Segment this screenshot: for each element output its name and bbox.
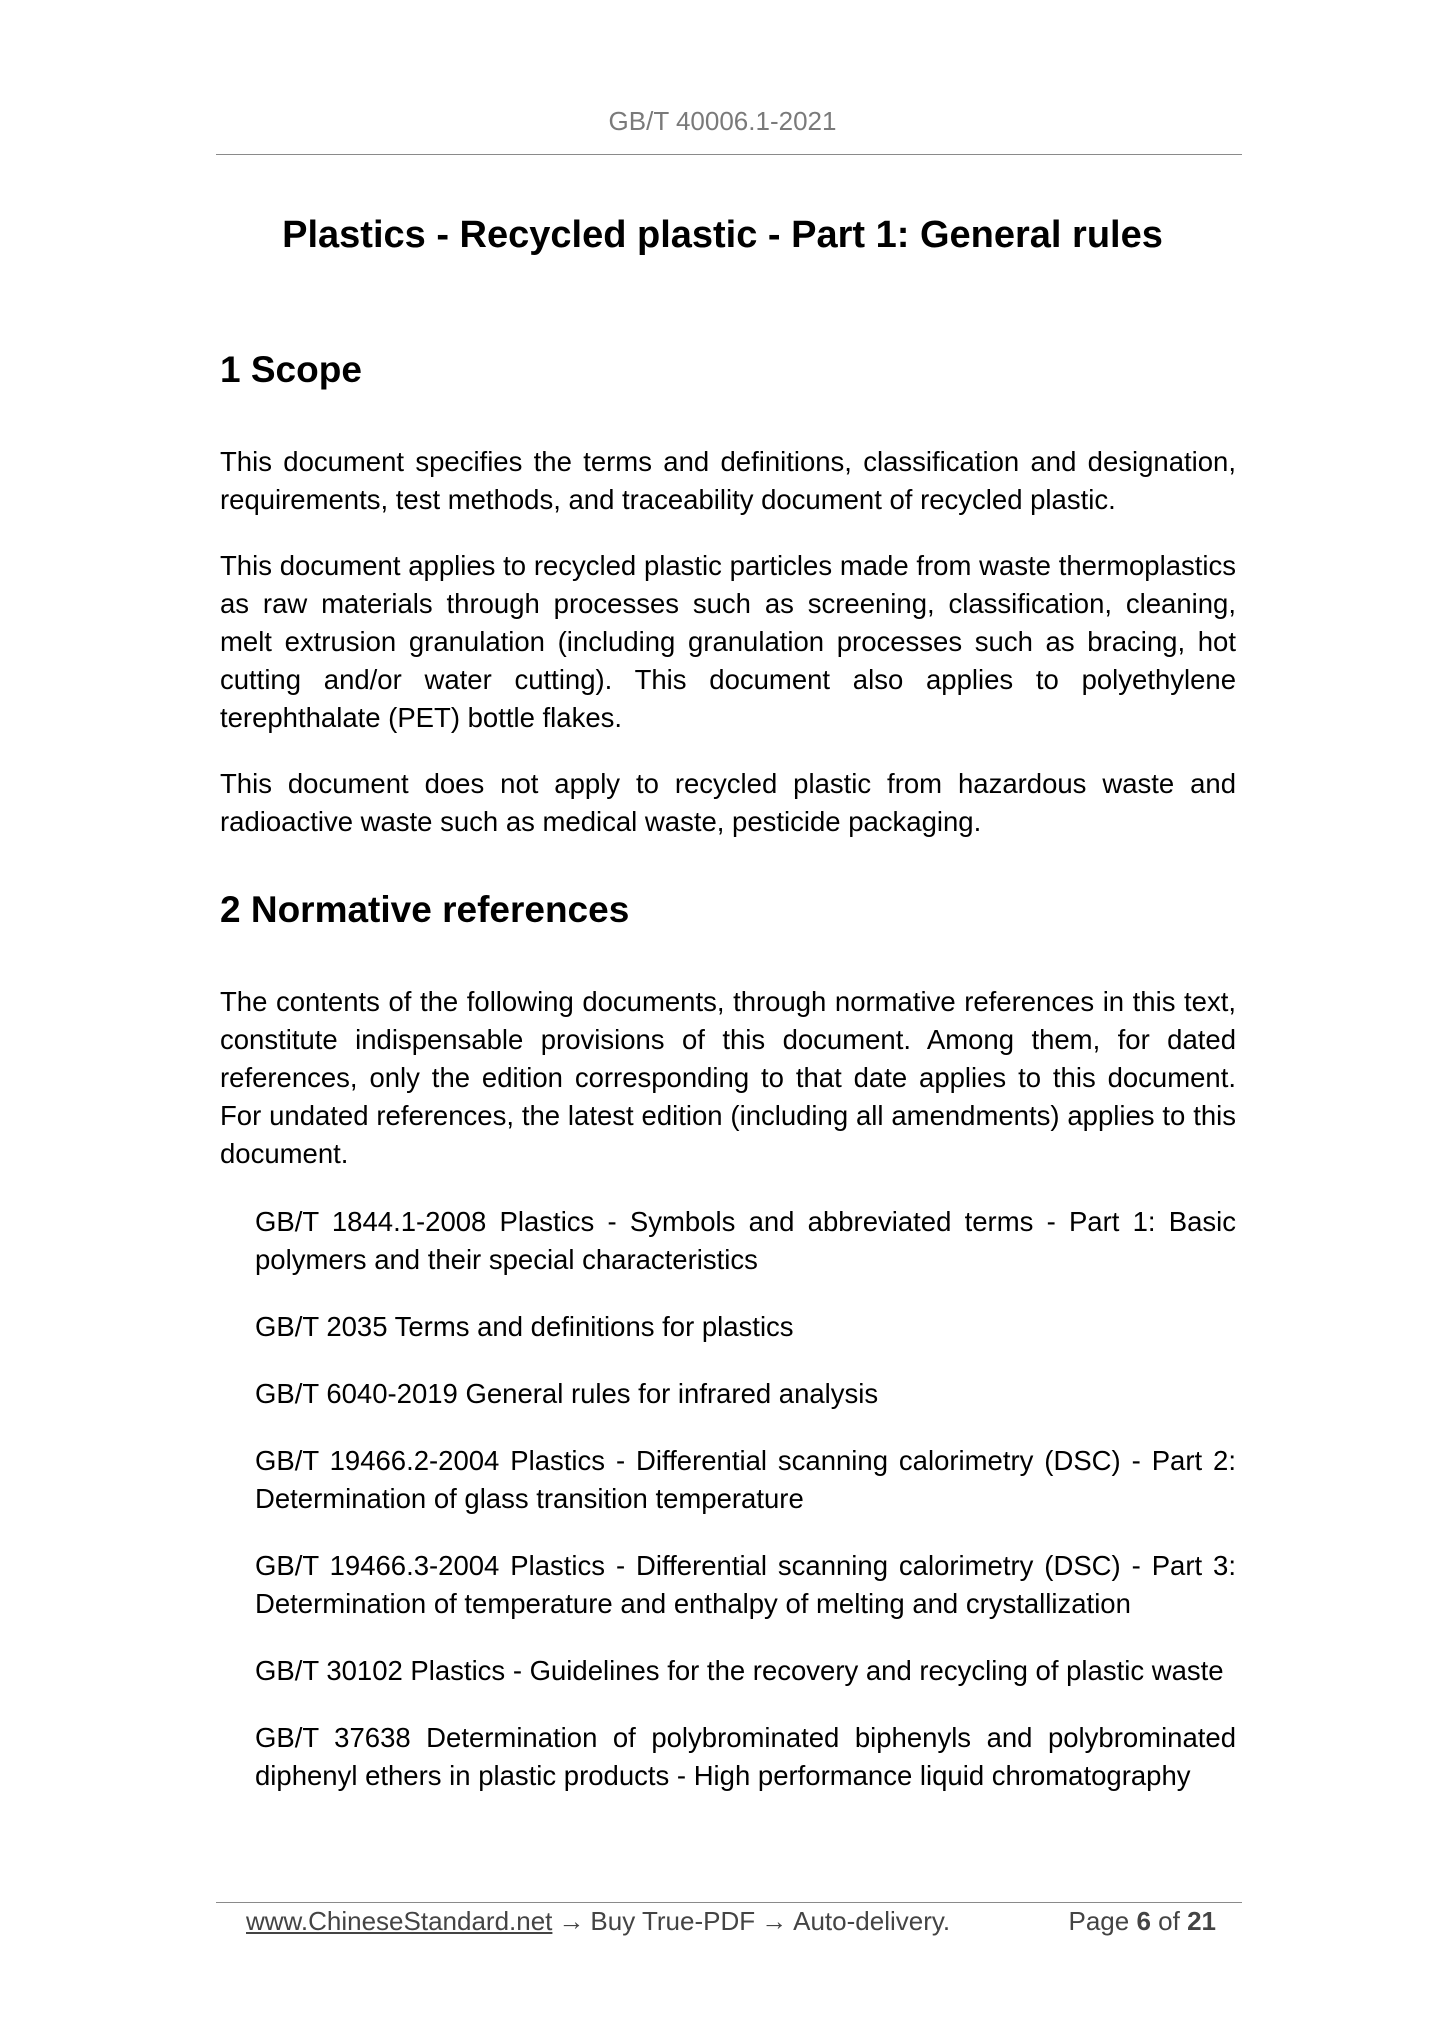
page-label: Page xyxy=(1068,1906,1130,1936)
arrow-right-icon: → xyxy=(558,1906,585,1936)
scope-paragraph: This document applies to recycled plastic particles made from waste thermoplastics as raw materials through processes such as screening, classification, cleaning, melt extrusion granulation (including granulation processes such as bracing, hot cutting and/or water cutting). This document also applies to polyethylene terephthalate (PET) bottle flakes. xyxy=(220,550,1236,734)
reference-item: GB/T 19466.3-2004 Plastics - Differential scanning calorimetry (DSC) - Part 3: Determination of temperature and enthalpy of melting and crystallization xyxy=(255,1550,1236,1620)
section-heading-scope: 1 Scope xyxy=(220,349,362,390)
page-of-label: of xyxy=(1158,1906,1180,1936)
document-title: Plastics - Recycled plastic - Part 1: General rules xyxy=(282,214,1163,256)
reference-item: GB/T 19466.2-2004 Plastics - Differential scanning calorimetry (DSC) - Part 2: Determination of glass transition temperature xyxy=(255,1445,1236,1515)
buy-true-pdf-text: Buy True-PDF xyxy=(590,1906,756,1936)
page-footer xyxy=(246,1906,1216,1946)
auto-delivery-text: Auto-delivery. xyxy=(793,1906,951,1936)
website-link[interactable]: www.ChineseStandard.net xyxy=(246,1906,553,1936)
document-code-header: GB/T 40006.1-2021 xyxy=(608,106,837,136)
reference-item: GB/T 37638 Determination of polybrominated biphenyls and polybrominated diphenyl ethers in plastic products - High performance liquid chromatography xyxy=(255,1722,1236,1792)
arrow-right-icon: → xyxy=(761,1906,788,1936)
section-heading-normative-references: 2 Normative references xyxy=(220,889,630,931)
page-number xyxy=(1068,1906,1216,1937)
document-body xyxy=(220,346,1236,1824)
reference-item: GB/T 1844.1-2008 Plastics - Symbols and abbreviated terms - Part 1: Basic polymers and their special characteristics xyxy=(255,1206,1236,1276)
scope-paragraph: This document does not apply to recycled plastic from hazardous waste and radioactive waste such as medical waste, pesticide packaging. xyxy=(220,768,1236,838)
reference-list xyxy=(220,1203,1236,1795)
footer-promo xyxy=(246,1906,950,1937)
page-current: 6 xyxy=(1136,1906,1151,1936)
reference-item: GB/T 6040-2019 General rules for infrared analysis xyxy=(255,1378,879,1410)
page-total: 21 xyxy=(1187,1906,1216,1936)
scope-paragraph: This document specifies the terms and definitions, classification and designation, requirements, test methods, and traceability document of recycled plastic. xyxy=(220,446,1236,516)
normative-intro-paragraph: The contents of the following documents, through normative references in this text, constitute indispensable provisions of this document. Among them, for dated references, only the edition corresponding to that date applies to this document. For undated references, the latest edition (including all amendments) applies to this document. xyxy=(220,986,1236,1170)
reference-item: GB/T 30102 Plastics - Guidelines for the recovery and recycling of plastic waste xyxy=(255,1655,1224,1687)
header-divider xyxy=(216,154,1242,155)
footer-divider xyxy=(216,1902,1242,1903)
reference-item: GB/T 2035 Terms and definitions for plastics xyxy=(255,1311,794,1343)
